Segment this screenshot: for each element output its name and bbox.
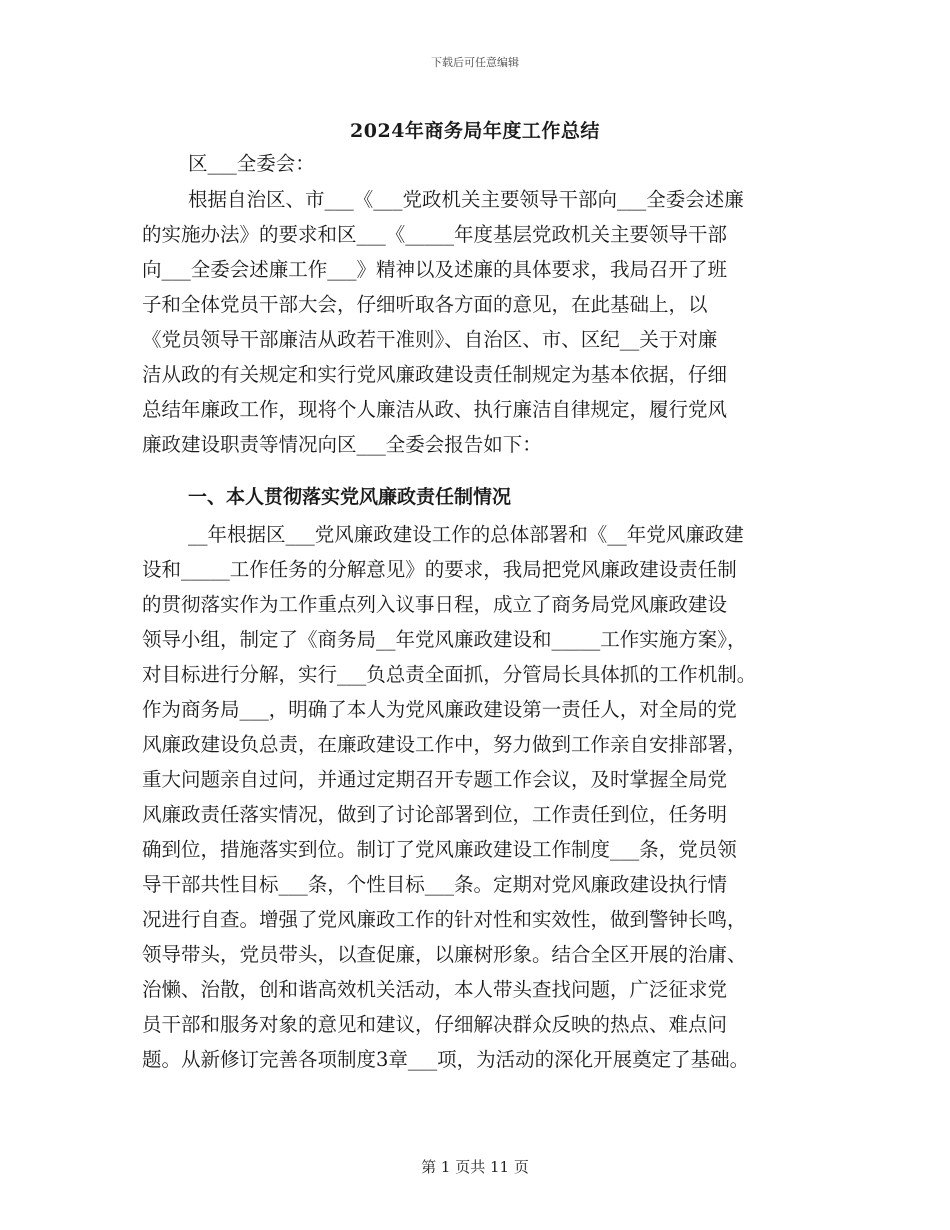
header-note: 下载后可任意编辑 [431,56,519,69]
paragraph-line: 作为商务局___，明确了本人为党风廉政建设第一责任人，对全局的党 [142,698,737,721]
paragraph-line: __年根据区___党风廉政建设工作的总体部署和《__年党风廉政建 [188,523,744,546]
paragraph-line: 洁从政的有关规定和实行党风廉政建设责任制规定为基本依据，仔细 [142,363,728,386]
paragraph-line: 对目标进行分解，实行___负总责全面抓，分管局长具体抓的工作机制。 [142,663,757,686]
salutation: 区___全委会： [188,152,315,175]
paragraph-line: 的贯彻落实作为工作重点列入议事日程，成立了商务局党风廉政建设 [142,593,728,616]
paragraph-line: 总结年廉政工作，现将个人廉洁从政、执行廉洁自律规定，履行党风 [142,398,728,421]
paragraph-line: 《党员领导干部廉洁从政若干准则》、自治区、市、区纪__关于对廉 [142,328,718,351]
paragraph-line: 子和全体党员干部大会，仔细听取各方面的意见，在此基础上，以 [142,293,708,316]
paragraph-line: 的实施办法》的要求和区___《_____年度基层党政机关主要领导干部 [142,223,728,246]
paragraph-line: 题。从新修订完善各项制度3章___项，为活动的深化开展奠定了基础。 [142,1048,750,1071]
document-title: 2024年商务局年度工作总结 [350,120,600,142]
paragraph-line: 领导带头，党员带头，以查促廉，以廉树形象。结合全区开展的治庸、 [142,943,747,966]
paragraph-line: 员干部和服务对象的意见和建议，仔细解决群众反映的热点、难点问 [142,1013,728,1036]
paragraph-line: 导干部共性目标___条，个性目标___条。定期对党风廉政建设执行情 [142,873,728,896]
paragraph-line: 领导小组，制定了《商务局__年党风廉政建设和_____工作实施方案》， [142,628,747,651]
paragraph-line: 治懒、治散，创和谐高效机关活动，本人带头查找问题，广泛征求党 [142,978,728,1001]
paragraph-line: 根据自治区、市___《___党政机关主要领导干部向___全委会述廉 [188,188,744,211]
paragraph-line: 况进行自查。增强了党风廉政工作的针对性和实效性，做到警钟长鸣， [142,908,747,931]
paragraph-line: 设和_____工作任务的分解意见》的要求，我局把党风廉政建设责任制 [142,558,737,581]
paragraph-line: 向___全委会述廉工作___》精神以及述廉的具体要求，我局召开了班 [142,258,728,281]
paragraph-line: 重大问题亲自过问，并通过定期召开专题工作会议，及时掌握全局党 [142,768,728,791]
paragraph-line: 风廉政建设负总责，在廉政建设工作中，努力做到工作亲自安排部署， [142,733,747,756]
paragraph-line: 确到位，措施落实到位。制订了党风廉政建设工作制度___条，党员领 [142,838,737,861]
paragraph-line: 风廉政责任落实情况，做到了讨论部署到位，工作责任到位，任务明 [142,803,728,826]
section-heading: 一、本人贯彻落实党风廉政责任制情况 [188,486,512,508]
page-footer: 第 1 页共 11 页 [421,1158,529,1176]
paragraph-line: 廉政建设职责等情况向区___全委会报告如下： [142,433,542,456]
